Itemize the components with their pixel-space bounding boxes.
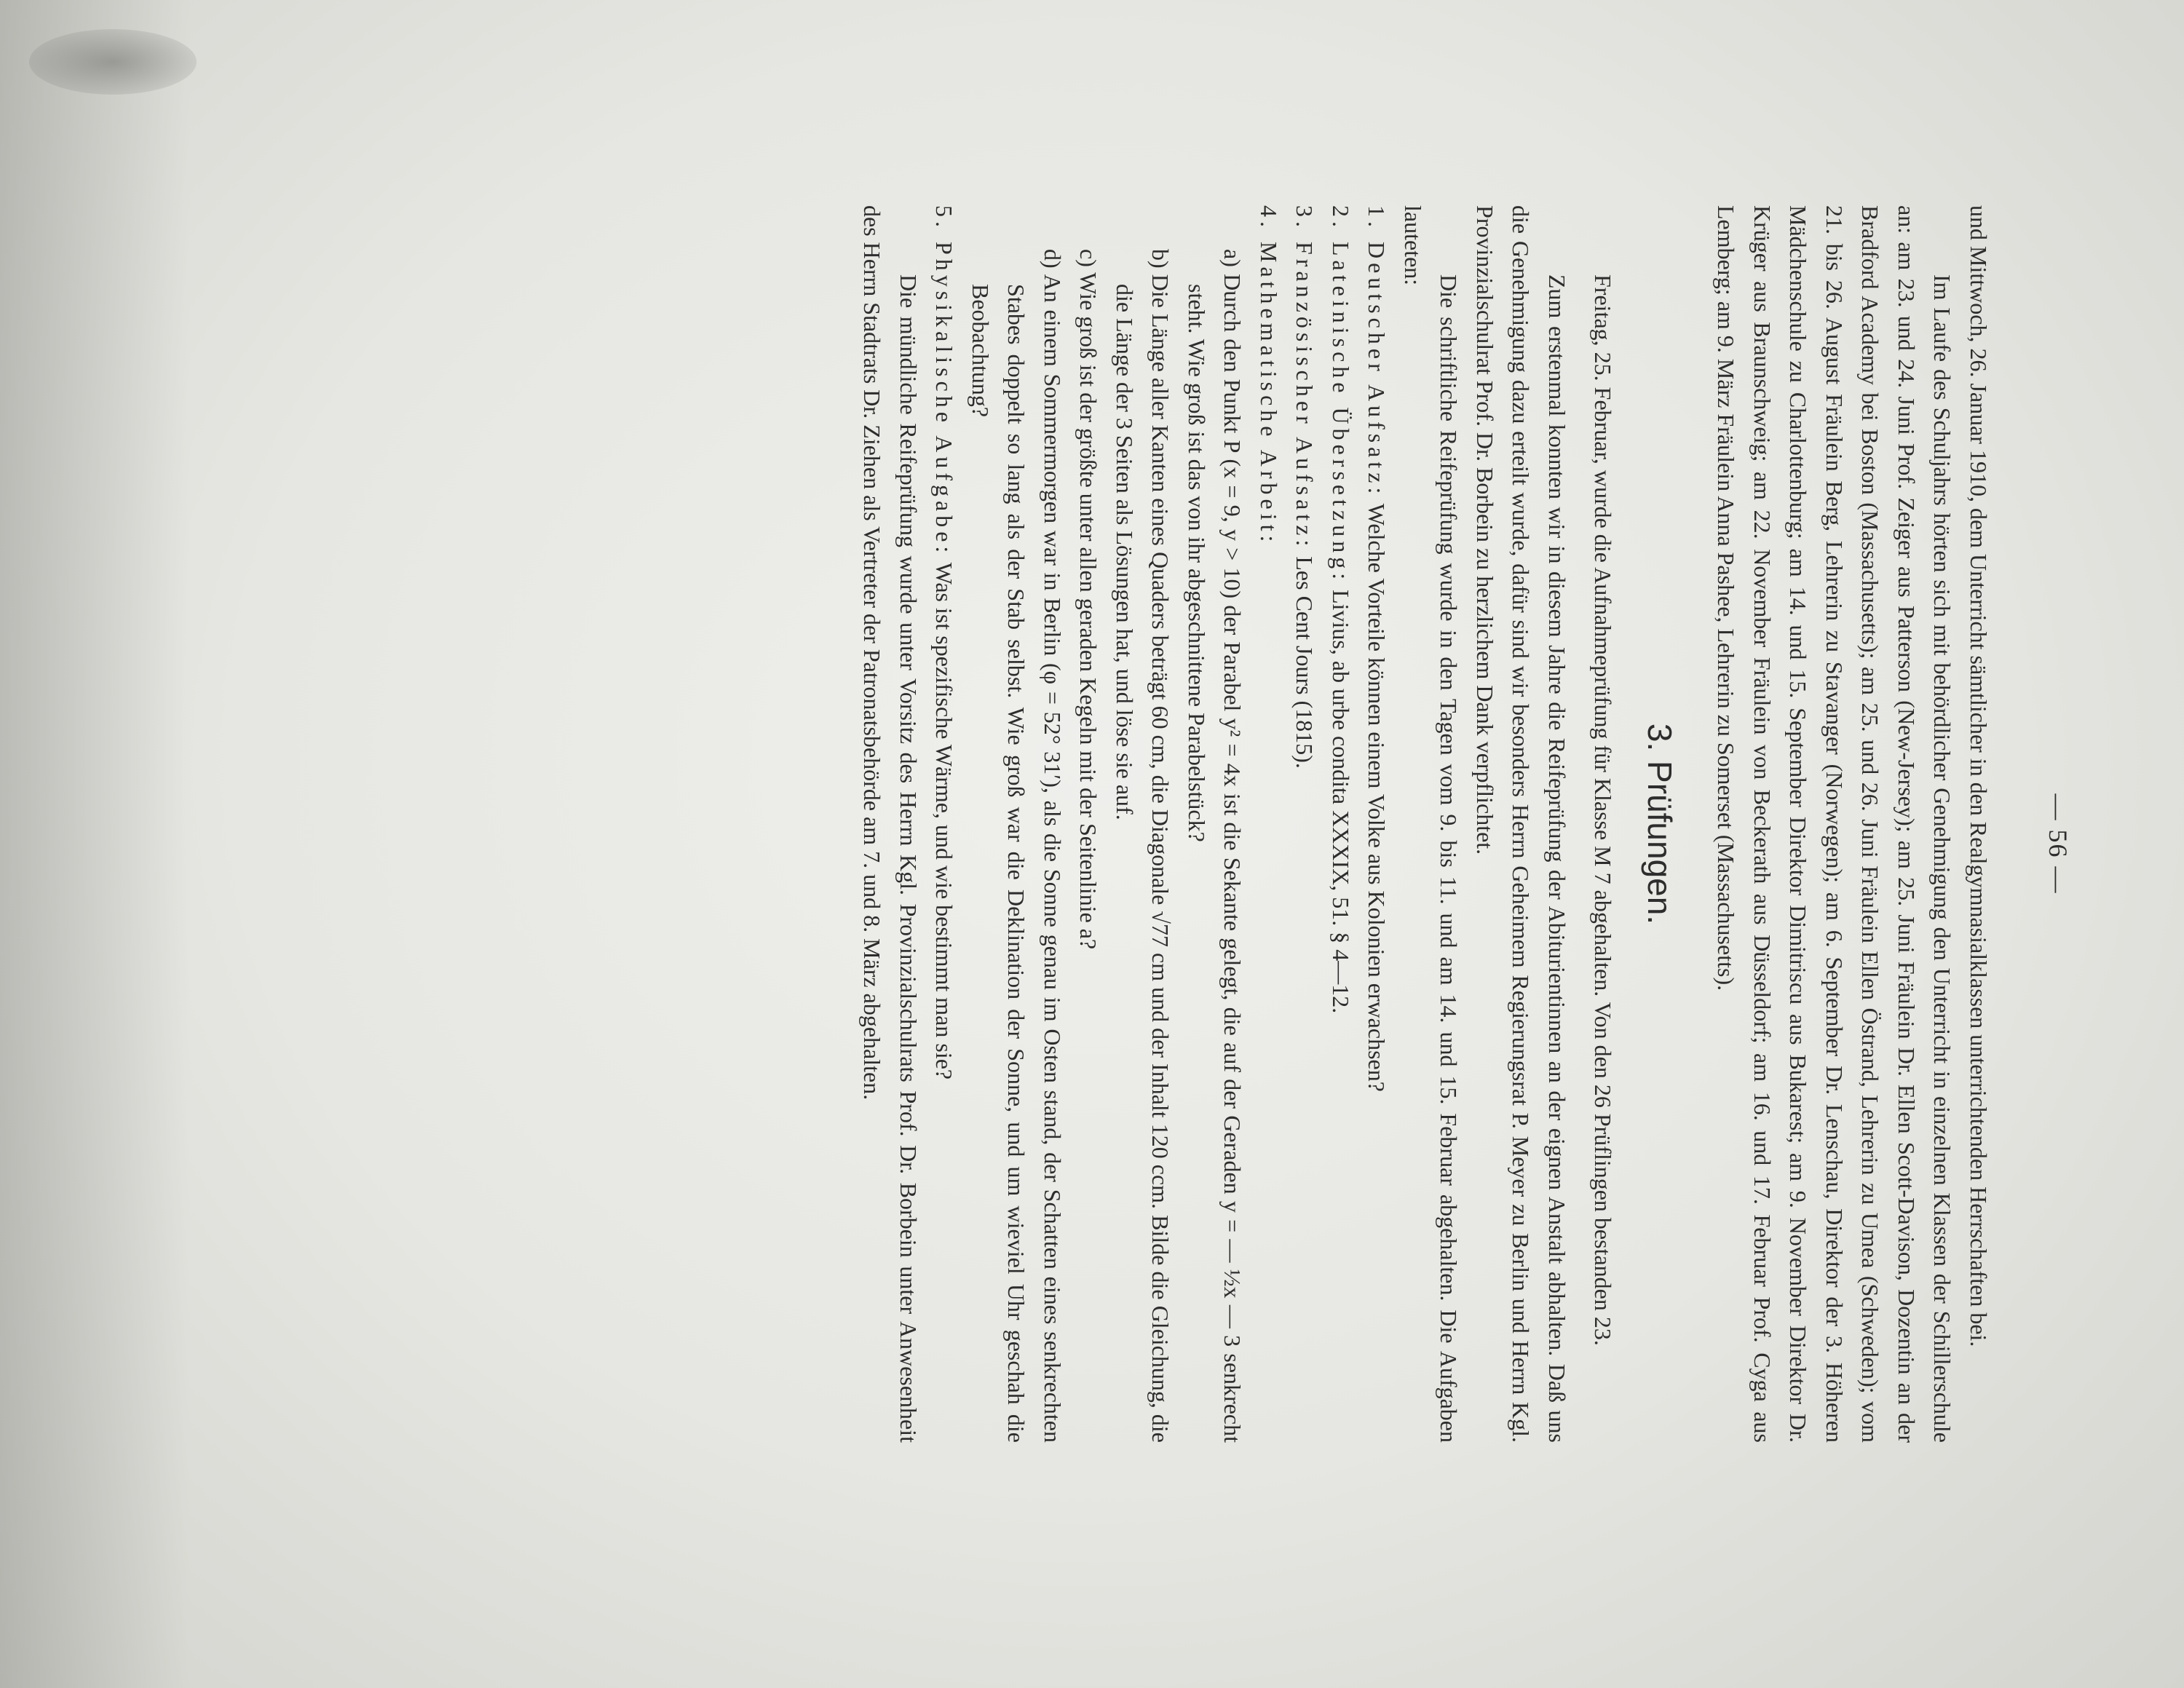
task-label: 5. Physikalische Aufgabe: [931,205,958,558]
math-problem [962,205,1071,1443]
paragraph-visitors: Im Laufe des Schuljahrs hörten sich mit behördlicher Genehmigung den Unterricht in einzelnen Klassen der Schillerschule an: am 23. und 24. Juni Prof. Zeiger aus Patterson (New-Jersey); am 25. Juni Fräulein Dr. Ellen Scott-Davison, Dozentin an der Bradford Academy bei Boston (Massachusetts); am 25. und 26. Juni Fräulein Ellen Östrand, Lehrerin zu Umea (Schweden); vom 21. bis 26. August Fräulein Berg, Lehrerin zu Stavanger (Norwegen); am 6. September Dr. Lenschau, Direktor der 3. Höheren Mädchenschule zu Charlottenburg; am 14. und 15. September Direktor Dimitriscu aus Bukarest; am 9. November Direktor Dr. Krüger aus Braunschweig; am 22. November Fräulein von Beckerath aus Düsseldorf; am 16. und 17. Februar Prof. Cyga aus Lemberg; am 9. März Fräulein Anna Pashee, Lehrerin zu Somerset (Massachusetts). [1713,205,1956,1443]
math-label: c) [1075,249,1102,267]
page-number: — 56 — [2043,793,2073,895]
task-label: 4. Mathematische Arbeit: [1256,205,1282,547]
paragraph-first-exam: Zum erstenmal konnten wir in diesem Jahre die Reifeprüfung der Abiturientinnen an der eignen Anstalt abhalten. Daß uns die Genehmigung dazu erteilt wurde, dafür sind wir besonders Herrn Geheimem Regierungsrat P. Meyer zu Berlin und Herrn Kgl. Provinzialschulrat Prof. Dr. Borbein zu herzlichem Dank verpflichtet. [1472,205,1570,1443]
task-text: Livius, ab urbe condita XXXIX, 51. § 4—12. [1328,590,1354,1014]
document-body [854,205,1996,1443]
paragraph-admission-exam: Freitag, 25. Februar, wurde die Aufnahmeprüfung für Klasse M 7 abgehalten. Von den 26 Prüflingen bestanden 23. [1590,274,1617,1346]
section-title: 3. Prüfungen. [1641,723,1679,925]
math-problem [1070,205,1107,1443]
task-text: Welche Vorteile können einem Volke aus Kolonien erwachsen? [1364,503,1390,1092]
math-text: Wie groß ist der größte unter allen geraden Kegeln mit der Seitenlinie a? [1075,272,1102,950]
math-label: b) [1147,249,1174,269]
task-text: Was ist spezifische Wärme, und wie bestimmt man sie? [931,562,958,1080]
paragraph-intro: und Mittwoch, 26. Januar 1910, dem Unterricht sämtlicher in den Realgymnasialklassen unterrichtenden Herrschaften bei. [1966,205,1992,1347]
paragraph-written-exam: Die schriftliche Reifeprüfung wurde in den Tagen vom 9. bis 11. und am 14. und 15. Februar abgehalten. Die Aufgaben lauteten: [1400,205,1463,1443]
task-label: 2. Lateinische Übersetzung: [1328,205,1354,585]
math-label: a) [1219,249,1246,267]
task-label: 3. Französischer Aufsatz: [1291,205,1318,551]
math-text: Die Länge aller Kanten eines Quaders beträgt 60 cm, die Diagonale √77 cm und der Inhalt 120 ccm. Bilde die Gleichung, die die Länge der 3 Seiten als Lösungen hat, und löse sie auf. [1112,274,1174,1443]
task-item [1358,205,1395,1443]
math-problem [1107,205,1179,1443]
task-item [1323,205,1359,1443]
task-item [1251,205,1287,1443]
math-text: Durch den Punkt P (x = 9, y > 10) der Parabel y² = 4x ist die Sekante gelegt, die auf der Geraden y = — ½x — 3 senkrecht steht. Wie groß ist das von ihr abgeschnittene Parabelstück? [1184,274,1246,1443]
paragraph-oral-exam: Die mündliche Reifeprüfung wurde unter Vorsitz des Herrn Kgl. Provinzialschulrats Prof. Dr. Borbein unter Anwesenheit des Herrn Stadtrats Dr. Ziehen als Vertreter der Patronatsbehörde am 7. und 8. März abgehalten. [859,205,922,1443]
task-item [1286,205,1323,1443]
task-text: Les Cent Jours (1815). [1291,556,1318,769]
math-label: d) [1040,249,1066,269]
math-problem [1179,205,1251,1443]
task-label: 1. Deutscher Aufsatz: [1364,205,1390,499]
math-text: An einem Sommermorgen war in Berlin (φ = 52° 31′), als die Sonne genau im Osten stand, der Schatten eines senkrechten Stabes doppelt so lang als der Stab selbst. Wie groß war die Deklination der Sonne, und um wieviel Uhr geschah die Beobachtung? [968,274,1066,1443]
physics-task [926,205,962,1443]
